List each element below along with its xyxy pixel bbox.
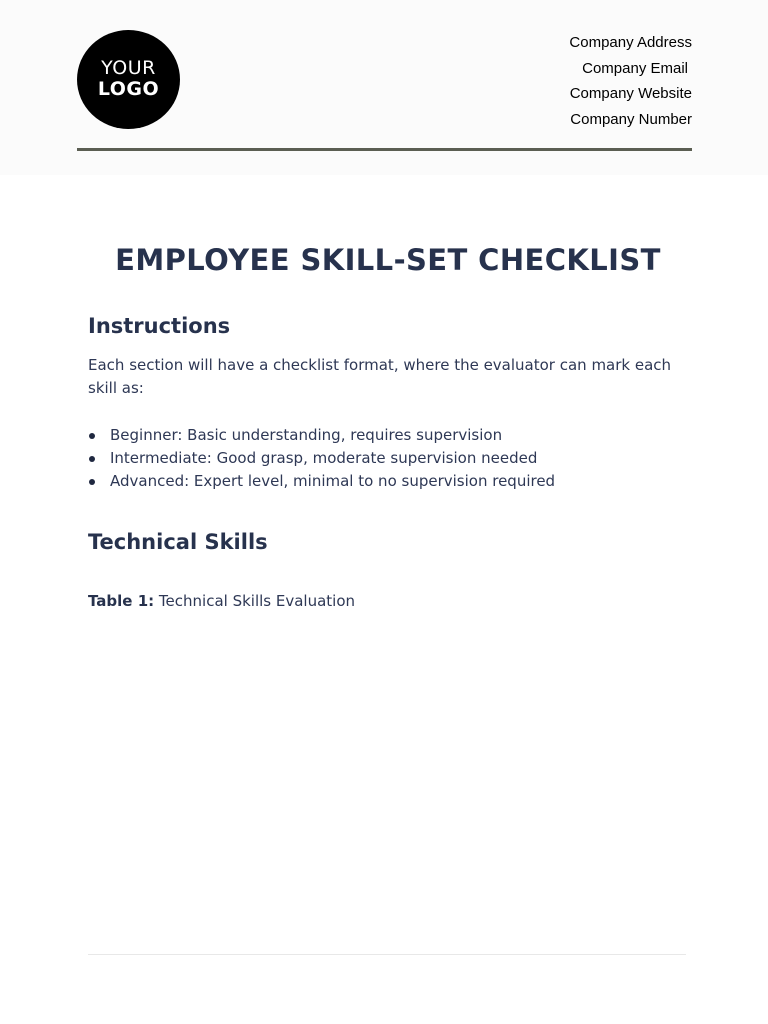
logo-text-logo: LOGO [97, 77, 160, 100]
company-email: Company Email [582, 59, 688, 77]
skill-level-item-beginner [88, 424, 555, 447]
instructions-intro: Each section will have a checklist format, where the evaluator can mark each skill as: [88, 356, 672, 397]
bullet-icon [89, 479, 95, 485]
bullet-icon [89, 433, 95, 439]
skill-level-text: Intermediate: Good grasp, moderate supervision needed [110, 449, 538, 467]
bullet-icon [89, 456, 95, 462]
table-caption-text: Technical Skills Evaluation [158, 592, 356, 610]
document-header [0, 0, 768, 175]
document-title: EMPLOYEE SKILL-SET CHECKLIST [115, 243, 661, 278]
technical-skills-heading: Technical Skills [88, 530, 268, 554]
skill-level-item-intermediate [88, 447, 555, 470]
company-website: Company Website [569, 85, 692, 102]
logo-text-your: YOUR [101, 56, 156, 79]
page-divider [88, 954, 686, 955]
table-caption [88, 592, 355, 610]
skill-level-text: Advanced: Expert level, minimal to no supervision required [110, 472, 556, 490]
skill-level-item-advanced [88, 470, 555, 493]
company-logo [77, 30, 180, 129]
header-divider [77, 148, 692, 151]
company-contact-block [520, 30, 692, 132]
instructions-heading: Instructions [88, 314, 231, 338]
company-number: Company Number [570, 110, 692, 128]
table-caption-label: Table 1: [88, 592, 155, 610]
skill-level-text: Beginner: Basic understanding, requires supervision [110, 426, 503, 444]
skill-level-list [88, 424, 555, 493]
company-address: Company Address [569, 34, 692, 51]
